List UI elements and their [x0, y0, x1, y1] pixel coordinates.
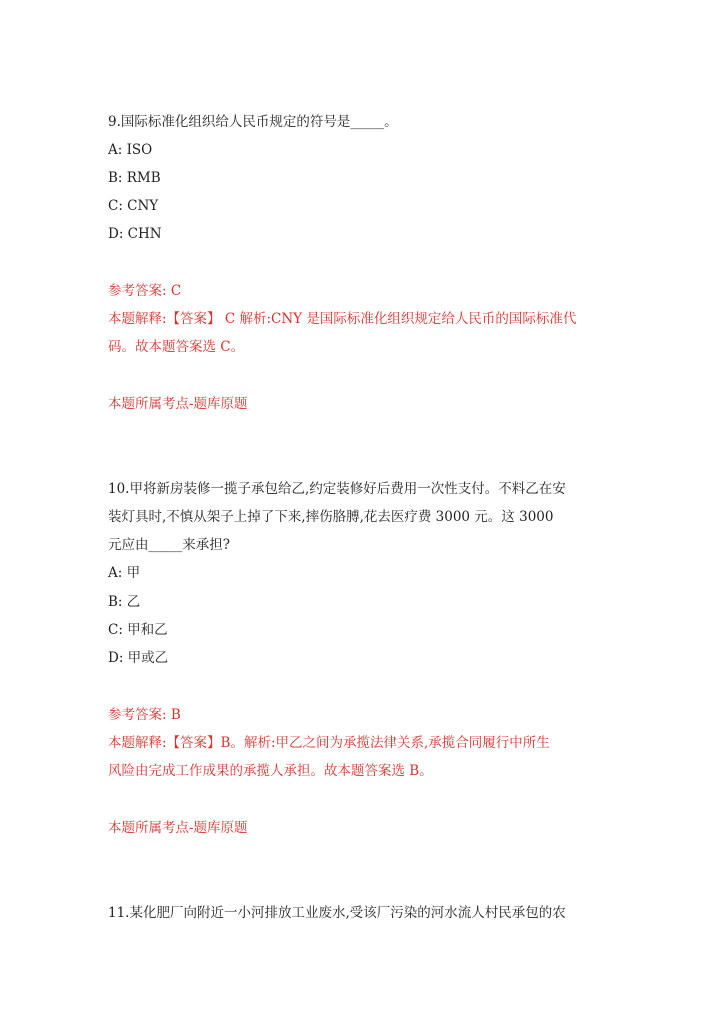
- question-10-option-a: A: 甲: [108, 565, 141, 581]
- question-9-option-a: A: ISO: [108, 142, 153, 158]
- question-9-option-d: D: CHN: [108, 226, 162, 242]
- question-9-option-b: B: RMB: [108, 170, 161, 186]
- question-10-option-b: B: 乙: [108, 594, 141, 610]
- question-10-source: 本题所属考点-题库原题: [108, 820, 248, 836]
- question-10-stem-line-2: 装灯具时,不慎从架子上掉了下来,摔伤胳膊,花去医疗费 3000 元。这 3000: [108, 509, 554, 525]
- question-9-explanation-line-2: 码。故本题答案选 C。: [108, 339, 245, 355]
- question-9-explanation-line-1: 本题解释:【答案】 C 解析:CNY 是国际标准化组织规定给人民币的国际标准代: [108, 311, 577, 327]
- question-10-stem-line-3: 元应由_____来承担?: [108, 537, 230, 553]
- question-10-answer: 参考答案: B: [108, 707, 181, 723]
- question-10-option-d: D: 甲或乙: [108, 650, 169, 666]
- question-10-explanation-line-2: 风险由完成工作成果的承揽人承担。故本题答案选 B。: [108, 763, 433, 779]
- question-10-explanation-line-1: 本题解释:【答案】B。解析:甲乙之间为承揽法律关系,承揽合同履行中所生: [108, 735, 550, 751]
- question-11-stem-line-1: 11.某化肥厂向附近一小河排放工业废水,受该厂污染的河水流人村民承包的农: [108, 905, 566, 921]
- question-10-option-c: C: 甲和乙: [108, 622, 168, 638]
- question-10-stem-line-1: 10.甲将新房装修一揽子承包给乙,约定装修好后费用一次性支付。不料乙在安: [108, 481, 566, 497]
- question-9-source: 本题所属考点-题库原题: [108, 396, 248, 412]
- question-9-stem: 9.国际标准化组织给人民币规定的符号是_____。: [108, 114, 398, 130]
- question-9-option-c: C: CNY: [108, 198, 159, 214]
- question-9-answer: 参考答案: C: [108, 283, 182, 299]
